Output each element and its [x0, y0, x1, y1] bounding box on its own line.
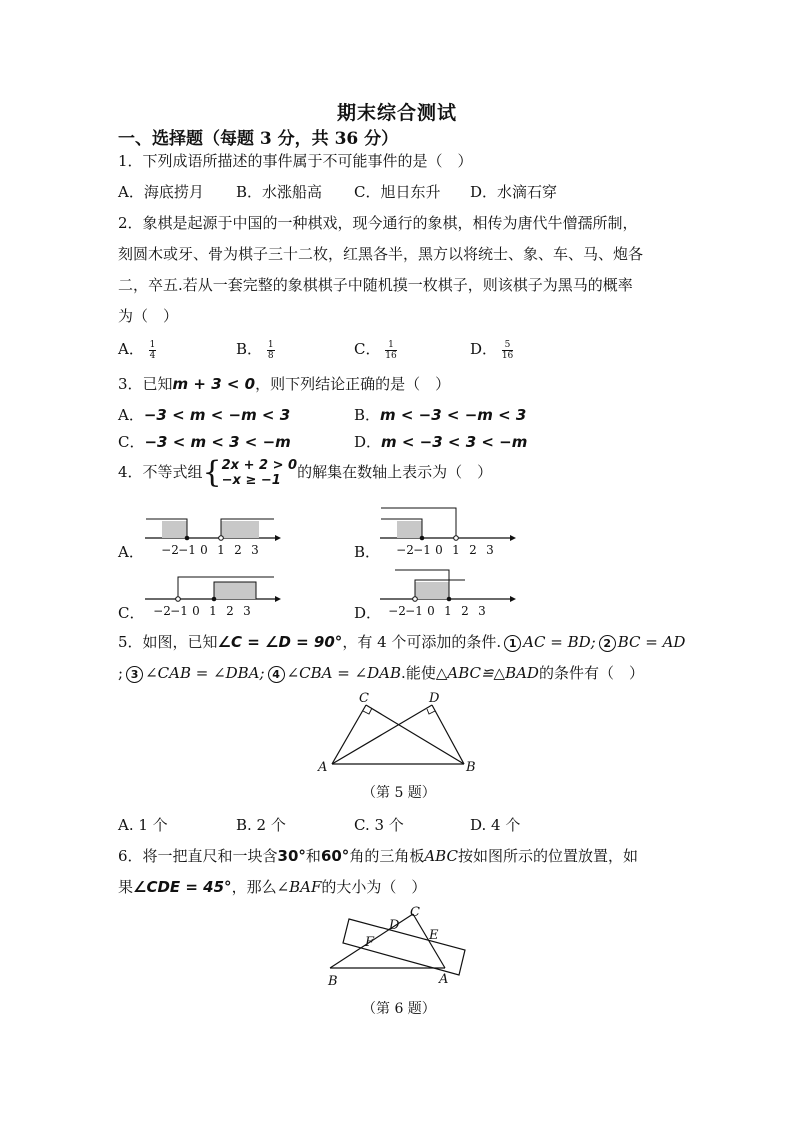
svg-text:D: D — [429, 691, 440, 706]
svg-text:−1: −1 — [178, 543, 196, 557]
q5-figure — [310, 688, 490, 778]
svg-text:0: 0 — [427, 604, 435, 618]
svg-text:A: A — [318, 760, 328, 775]
q1-option-b: B．水涨船高 — [236, 183, 323, 201]
q3-condition: m + 3 < 0 — [172, 375, 256, 393]
svg-text:3: 3 — [478, 604, 486, 618]
q2-option-a: A． $\frac{1}{4}$ — [118, 339, 156, 361]
svg-text:−2: −2 — [161, 543, 179, 557]
q5-figure-caption: （第 5 题） — [362, 785, 436, 801]
q5-option-a: A. 1 个 — [118, 816, 168, 834]
svg-text:B: B — [328, 974, 338, 989]
q1-stem: 1．下列成语所描述的事件属于不可能事件的是（ ） — [118, 152, 473, 170]
svg-text:0: 0 — [192, 604, 200, 618]
svg-text:2: 2 — [469, 543, 477, 557]
q2-line-2: 刻圆木或牙、骨为棋子三十二枚，红黑各半，黑方以将统士、象、车、马、炮各 — [118, 245, 644, 263]
q6-line-2: 果∠CDE = 45°，那么∠BAF的大小为（ ） — [118, 878, 427, 896]
q5-option-c: C. 3 个 — [354, 816, 404, 834]
svg-text:−2: −2 — [153, 604, 171, 618]
svg-text:A: A — [439, 972, 449, 987]
number-line-b — [375, 505, 525, 560]
q1-option-a: A．海底捞月 — [118, 183, 204, 201]
q5-line-1: 5．如图，已知∠C = ∠D = 90°，有 4 个可添加的条件. 1 AC = BD; 2 BC = AD — [118, 633, 686, 651]
svg-text:3: 3 — [243, 604, 251, 618]
svg-text:2: 2 — [226, 604, 234, 618]
q4-option-c-label: C． — [118, 604, 145, 622]
q4-option-b-label: B． — [354, 543, 381, 561]
svg-text:B: B — [466, 760, 476, 775]
svg-text:1: 1 — [209, 604, 217, 618]
svg-text:1: 1 — [452, 543, 460, 557]
svg-text:2: 2 — [461, 604, 469, 618]
svg-text:−2: −2 — [388, 604, 406, 618]
svg-text:C: C — [410, 905, 420, 920]
svg-text:3: 3 — [486, 543, 494, 557]
q3-option-b: B．m < −3 < −m < 3 — [354, 406, 527, 424]
svg-text:−2: −2 — [396, 543, 414, 557]
q3-option-c: C．−3 < m < 3 < −m — [118, 433, 291, 451]
svg-text:D: D — [389, 918, 400, 933]
number-line-a — [140, 505, 290, 560]
q2-line-4: 为（ ） — [118, 307, 179, 325]
q5-option-b: B. 2 个 — [236, 816, 286, 834]
q3-stem: 3．已知m + 3 < 0，则下列结论正确的是（ ） — [118, 375, 451, 393]
svg-text:1: 1 — [444, 604, 452, 618]
svg-text:−1: −1 — [405, 604, 423, 618]
q2-line-1: 2．象棋是起源于中国的一种棋戏，现今通行的象棋，相传为唐代牛僧孺所制， — [118, 214, 638, 232]
svg-text:E: E — [429, 928, 439, 943]
svg-text:0: 0 — [200, 543, 208, 557]
q1-option-d: D．水滴石穿 — [470, 183, 558, 201]
q4-option-d-label: D． — [354, 604, 382, 622]
svg-text:2: 2 — [234, 543, 242, 557]
number-line-d — [375, 566, 525, 621]
q4-stem: 4．不等式组{ 2x + 2 > 0 −x ≥ −1 的解集在数轴上表示为（ ） — [118, 455, 493, 490]
q1-option-c: C．旭日东升 — [354, 183, 441, 201]
svg-text:−1: −1 — [413, 543, 431, 557]
q3-option-d: D．m < −3 < 3 < −m — [354, 433, 528, 451]
q2-line-3: 二，卒五.若从一套完整的象棋棋子中随机摸一枚棋子，则该棋子为黑马的概率 — [118, 276, 633, 294]
q6-figure — [320, 902, 480, 992]
q5-line-2: ; 3 ∠CAB = ∠DBA; 4 ∠CBA = ∠DAB.能使△ABC≌△BAD的条件有（ ） — [118, 664, 644, 682]
q2-option-d: D． $\frac{5}{16}$ — [470, 339, 514, 361]
q2-option-b: B． $\frac{1}{8}$ — [236, 339, 274, 361]
page-title: 期末综合测试 — [336, 102, 457, 124]
section-heading: 一、选择题（每题 3 分，共 36 分） — [118, 129, 399, 149]
svg-text:0: 0 — [435, 543, 443, 557]
svg-text:1: 1 — [217, 543, 225, 557]
q4-option-a-label: A． — [118, 543, 144, 561]
q2-option-c: C． $\frac{1}{16}$ — [354, 339, 397, 361]
svg-text:3: 3 — [251, 543, 259, 557]
svg-text:−1: −1 — [170, 604, 188, 618]
q3-option-a: A．−3 < m < −m < 3 — [118, 406, 291, 424]
q6-figure-caption: （第 6 题） — [362, 1001, 436, 1017]
q5-option-d: D. 4 个 — [470, 816, 521, 834]
svg-text:C: C — [359, 691, 369, 706]
number-line-c — [140, 566, 290, 621]
q6-line-1: 6．将一把直尺和一块含30°和60°角的三角板ABC按如图所示的位置放置，如 — [118, 847, 638, 865]
svg-text:F: F — [365, 935, 375, 950]
